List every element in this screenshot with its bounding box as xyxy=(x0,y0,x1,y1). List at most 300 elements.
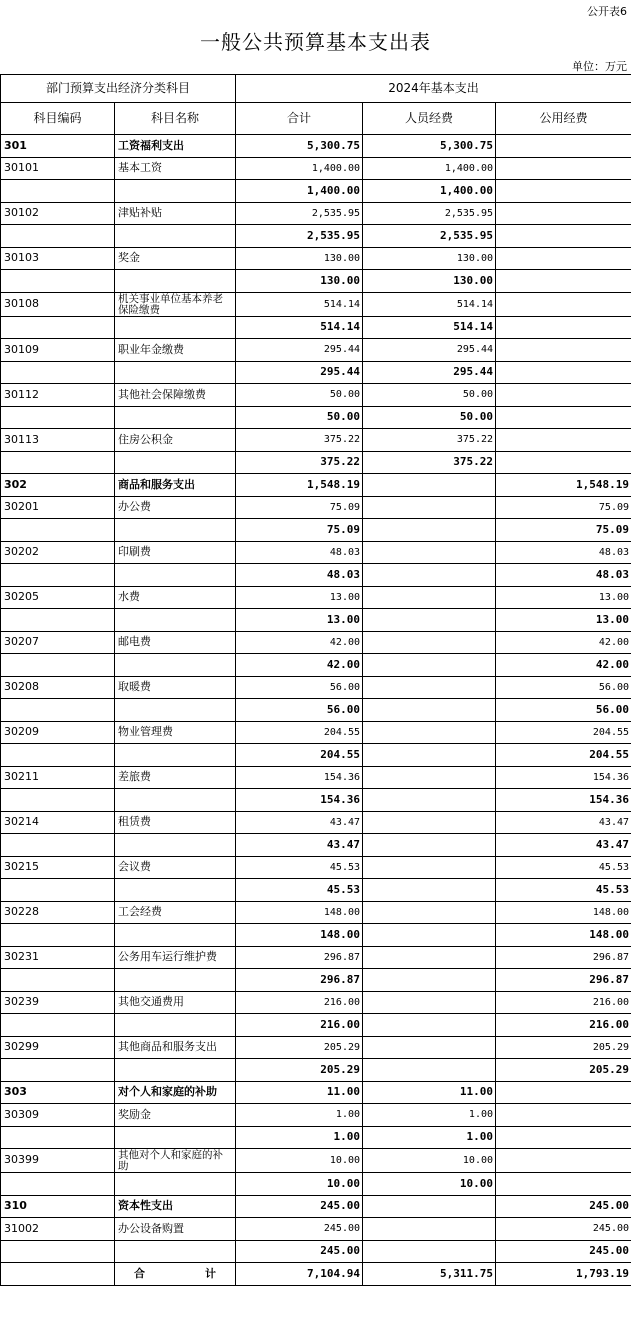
personnel-cell xyxy=(363,1240,496,1263)
total-cell: 514.14 xyxy=(236,292,363,316)
total-spacer xyxy=(1,1263,115,1286)
public-cell: 42.00 xyxy=(496,654,631,677)
total-cell: 296.87 xyxy=(236,946,363,969)
personnel-cell xyxy=(363,496,496,519)
code-cell: 30113 xyxy=(1,429,115,452)
table-row xyxy=(1,631,631,654)
public-cell: 296.87 xyxy=(496,946,631,969)
personnel-cell: 130.00 xyxy=(363,247,496,270)
total-cell: 514.14 xyxy=(236,316,363,339)
personnel-cell xyxy=(363,609,496,632)
name-cell: 物业管理费 xyxy=(115,721,236,744)
table-row xyxy=(1,834,631,857)
name-cell: 奖励金 xyxy=(115,1104,236,1127)
code-cell xyxy=(1,316,115,339)
public-cell: 45.53 xyxy=(496,856,631,879)
public-cell: 43.47 xyxy=(496,834,631,857)
table-row xyxy=(1,384,631,407)
total-cell: 216.00 xyxy=(236,1014,363,1037)
group-header-year: 2024年基本支出 xyxy=(236,75,631,103)
table-row xyxy=(1,1059,631,1082)
code-cell: 30109 xyxy=(1,339,115,362)
code-cell: 30202 xyxy=(1,541,115,564)
code-cell xyxy=(1,879,115,902)
table-row xyxy=(1,564,631,587)
name-cell: 差旅费 xyxy=(115,766,236,789)
public-cell xyxy=(496,157,631,180)
total-cell: 148.00 xyxy=(236,901,363,924)
name-cell: 办公设备购置 xyxy=(115,1218,236,1241)
personnel-cell xyxy=(363,586,496,609)
personnel-cell xyxy=(363,631,496,654)
column-header-name: 科目名称 xyxy=(115,103,236,135)
total-cell: 130.00 xyxy=(236,270,363,293)
total-row xyxy=(1,1263,631,1286)
public-cell xyxy=(496,1126,631,1149)
table-row xyxy=(1,361,631,384)
total-label xyxy=(115,1263,236,1286)
table-row xyxy=(1,316,631,339)
personnel-cell xyxy=(363,1059,496,1082)
public-cell: 245.00 xyxy=(496,1218,631,1241)
personnel-cell: 1.00 xyxy=(363,1126,496,1149)
code-cell xyxy=(1,969,115,992)
code-cell xyxy=(1,225,115,248)
code-cell xyxy=(1,654,115,677)
column-header-total: 合计 xyxy=(236,103,363,135)
personnel-cell xyxy=(363,474,496,497)
public-cell: 75.09 xyxy=(496,519,631,542)
name-cell xyxy=(115,1240,236,1263)
total-personnel: 5,311.75 xyxy=(363,1263,496,1286)
personnel-cell xyxy=(363,541,496,564)
code-cell xyxy=(1,1173,115,1196)
table-row xyxy=(1,292,631,316)
personnel-cell xyxy=(363,744,496,767)
name-cell: 基本工资 xyxy=(115,157,236,180)
name-cell: 邮电费 xyxy=(115,631,236,654)
total-cell: 45.53 xyxy=(236,879,363,902)
table-row xyxy=(1,247,631,270)
table-row xyxy=(1,270,631,293)
name-cell xyxy=(115,1126,236,1149)
total-cell: 1,400.00 xyxy=(236,180,363,203)
personnel-cell: 2,535.95 xyxy=(363,202,496,225)
unit-label: 单位：万元 xyxy=(572,60,627,73)
public-cell xyxy=(496,361,631,384)
table-row xyxy=(1,135,631,158)
public-cell: 204.55 xyxy=(496,721,631,744)
public-cell: 154.36 xyxy=(496,789,631,812)
code-cell xyxy=(1,1126,115,1149)
code-cell xyxy=(1,744,115,767)
name-cell: 其他商品和服务支出 xyxy=(115,1036,236,1059)
name-cell xyxy=(115,834,236,857)
name-cell xyxy=(115,654,236,677)
name-cell xyxy=(115,225,236,248)
table-row xyxy=(1,789,631,812)
table-row xyxy=(1,654,631,677)
total-cell: 245.00 xyxy=(236,1195,363,1218)
code-cell xyxy=(1,834,115,857)
total-cell: 1,548.19 xyxy=(236,474,363,497)
public-cell: 245.00 xyxy=(496,1240,631,1263)
code-cell: 30201 xyxy=(1,496,115,519)
total-cell: 154.36 xyxy=(236,766,363,789)
code-cell: 30215 xyxy=(1,856,115,879)
personnel-cell xyxy=(363,1195,496,1218)
personnel-cell: 2,535.95 xyxy=(363,225,496,248)
total-cell: 50.00 xyxy=(236,406,363,429)
name-cell xyxy=(115,879,236,902)
name-cell xyxy=(115,270,236,293)
name-cell xyxy=(115,1173,236,1196)
public-cell xyxy=(496,1173,631,1196)
personnel-cell: 1.00 xyxy=(363,1104,496,1127)
name-cell: 资本性支出 xyxy=(115,1195,236,1218)
personnel-cell: 130.00 xyxy=(363,270,496,293)
public-cell xyxy=(496,135,631,158)
code-cell: 30205 xyxy=(1,586,115,609)
name-cell xyxy=(115,969,236,992)
personnel-cell: 514.14 xyxy=(363,316,496,339)
code-cell xyxy=(1,924,115,947)
public-cell: 42.00 xyxy=(496,631,631,654)
table-row xyxy=(1,225,631,248)
table-row xyxy=(1,721,631,744)
public-cell: 56.00 xyxy=(496,676,631,699)
code-cell xyxy=(1,1014,115,1037)
name-cell: 奖金 xyxy=(115,247,236,270)
budget-table xyxy=(0,74,631,1286)
table-row xyxy=(1,1104,631,1127)
total-cell: 13.00 xyxy=(236,586,363,609)
code-cell: 30108 xyxy=(1,292,115,316)
total-cell: 130.00 xyxy=(236,247,363,270)
table-row xyxy=(1,1173,631,1196)
public-cell xyxy=(496,180,631,203)
public-cell xyxy=(496,316,631,339)
personnel-cell xyxy=(363,699,496,722)
public-cell xyxy=(496,1104,631,1127)
total-cell: 154.36 xyxy=(236,789,363,812)
code-cell: 30228 xyxy=(1,901,115,924)
code-cell xyxy=(1,361,115,384)
name-cell xyxy=(115,744,236,767)
total-cell: 295.44 xyxy=(236,361,363,384)
code-cell xyxy=(1,1059,115,1082)
table-row xyxy=(1,901,631,924)
public-cell xyxy=(496,225,631,248)
code-cell xyxy=(1,699,115,722)
total-cell: 2,535.95 xyxy=(236,225,363,248)
table-row xyxy=(1,1036,631,1059)
total-cell: 48.03 xyxy=(236,564,363,587)
column-header-code: 科目编码 xyxy=(1,103,115,135)
total-cell: 204.55 xyxy=(236,721,363,744)
name-cell: 其他对个人和家庭的补助 xyxy=(115,1149,236,1173)
table-row xyxy=(1,1126,631,1149)
code-cell xyxy=(1,270,115,293)
table-row xyxy=(1,451,631,474)
total-cell: 2,535.95 xyxy=(236,202,363,225)
personnel-cell: 50.00 xyxy=(363,384,496,407)
public-cell xyxy=(496,1081,631,1104)
code-cell: 30231 xyxy=(1,946,115,969)
table-row xyxy=(1,474,631,497)
personnel-cell xyxy=(363,1218,496,1241)
public-cell: 48.03 xyxy=(496,541,631,564)
public-cell: 154.36 xyxy=(496,766,631,789)
code-cell: 30207 xyxy=(1,631,115,654)
personnel-cell xyxy=(363,519,496,542)
personnel-cell: 10.00 xyxy=(363,1149,496,1173)
public-cell: 205.29 xyxy=(496,1059,631,1082)
name-cell: 对个人和家庭的补助 xyxy=(115,1081,236,1104)
column-header-row xyxy=(1,103,631,135)
name-cell xyxy=(115,316,236,339)
table-row xyxy=(1,519,631,542)
personnel-cell xyxy=(363,834,496,857)
table-body xyxy=(1,135,631,1263)
total-cell: 48.03 xyxy=(236,541,363,564)
total-cell: 13.00 xyxy=(236,609,363,632)
code-cell: 30209 xyxy=(1,721,115,744)
public-cell xyxy=(496,339,631,362)
table-row xyxy=(1,339,631,362)
personnel-cell xyxy=(363,1036,496,1059)
name-cell xyxy=(115,451,236,474)
personnel-cell xyxy=(363,969,496,992)
total-cell: 205.29 xyxy=(236,1036,363,1059)
code-cell: 30211 xyxy=(1,766,115,789)
public-cell: 13.00 xyxy=(496,586,631,609)
personnel-cell xyxy=(363,564,496,587)
total-cell: 45.53 xyxy=(236,856,363,879)
table-row xyxy=(1,1195,631,1218)
name-cell: 机关事业单位基本养老保险缴费 xyxy=(115,292,236,316)
total-label-right: 计 xyxy=(205,1266,217,1280)
table-row xyxy=(1,811,631,834)
personnel-cell: 10.00 xyxy=(363,1173,496,1196)
total-cell: 43.47 xyxy=(236,834,363,857)
total-cell: 216.00 xyxy=(236,991,363,1014)
total-cell: 205.29 xyxy=(236,1059,363,1082)
table-row xyxy=(1,856,631,879)
code-cell: 30102 xyxy=(1,202,115,225)
total-amount: 7,104.94 xyxy=(236,1263,363,1286)
total-cell: 375.22 xyxy=(236,451,363,474)
table-row xyxy=(1,157,631,180)
code-cell: 303 xyxy=(1,1081,115,1104)
personnel-cell xyxy=(363,789,496,812)
table-row xyxy=(1,744,631,767)
table-row xyxy=(1,429,631,452)
code-cell xyxy=(1,609,115,632)
public-cell: 204.55 xyxy=(496,744,631,767)
personnel-cell xyxy=(363,766,496,789)
table-row xyxy=(1,202,631,225)
total-cell: 10.00 xyxy=(236,1173,363,1196)
personnel-cell: 375.22 xyxy=(363,451,496,474)
name-cell xyxy=(115,789,236,812)
personnel-cell: 11.00 xyxy=(363,1081,496,1104)
personnel-cell xyxy=(363,901,496,924)
form-number-label: 公开表6 xyxy=(587,5,627,18)
personnel-cell xyxy=(363,879,496,902)
public-cell: 13.00 xyxy=(496,609,631,632)
name-cell xyxy=(115,519,236,542)
table-row xyxy=(1,991,631,1014)
public-cell: 45.53 xyxy=(496,879,631,902)
public-cell xyxy=(496,1149,631,1173)
code-cell xyxy=(1,789,115,812)
total-cell: 56.00 xyxy=(236,676,363,699)
table-row xyxy=(1,1149,631,1173)
public-cell: 43.47 xyxy=(496,811,631,834)
name-cell: 印刷费 xyxy=(115,541,236,564)
code-cell xyxy=(1,180,115,203)
personnel-cell: 295.44 xyxy=(363,339,496,362)
total-cell: 375.22 xyxy=(236,429,363,452)
table-row xyxy=(1,879,631,902)
public-cell: 75.09 xyxy=(496,496,631,519)
public-cell: 216.00 xyxy=(496,1014,631,1037)
code-cell: 30239 xyxy=(1,991,115,1014)
total-cell: 42.00 xyxy=(236,654,363,677)
name-cell: 水费 xyxy=(115,586,236,609)
personnel-cell: 5,300.75 xyxy=(363,135,496,158)
table-row xyxy=(1,1081,631,1104)
group-header-row xyxy=(1,75,631,103)
total-cell: 295.44 xyxy=(236,339,363,362)
total-cell: 245.00 xyxy=(236,1218,363,1241)
public-cell xyxy=(496,247,631,270)
code-cell: 301 xyxy=(1,135,115,158)
personnel-cell xyxy=(363,676,496,699)
code-cell: 31002 xyxy=(1,1218,115,1241)
name-cell: 住房公积金 xyxy=(115,429,236,452)
public-cell: 148.00 xyxy=(496,924,631,947)
public-cell xyxy=(496,270,631,293)
name-cell xyxy=(115,1014,236,1037)
total-cell: 245.00 xyxy=(236,1240,363,1263)
table-row xyxy=(1,676,631,699)
name-cell xyxy=(115,180,236,203)
total-cell: 204.55 xyxy=(236,744,363,767)
personnel-cell xyxy=(363,856,496,879)
personnel-cell xyxy=(363,654,496,677)
table-row xyxy=(1,541,631,564)
total-cell: 1.00 xyxy=(236,1104,363,1127)
name-cell xyxy=(115,1059,236,1082)
name-cell xyxy=(115,406,236,429)
name-cell xyxy=(115,361,236,384)
public-cell: 245.00 xyxy=(496,1195,631,1218)
total-cell: 75.09 xyxy=(236,519,363,542)
column-header-personnel: 人员经费 xyxy=(363,103,496,135)
personnel-cell xyxy=(363,721,496,744)
name-cell xyxy=(115,564,236,587)
code-cell xyxy=(1,519,115,542)
code-cell: 30112 xyxy=(1,384,115,407)
total-public: 1,793.19 xyxy=(496,1263,631,1286)
total-cell: 5,300.75 xyxy=(236,135,363,158)
total-cell: 296.87 xyxy=(236,969,363,992)
table-row xyxy=(1,924,631,947)
personnel-cell xyxy=(363,811,496,834)
code-cell: 30101 xyxy=(1,157,115,180)
total-cell: 1,400.00 xyxy=(236,157,363,180)
public-cell: 56.00 xyxy=(496,699,631,722)
personnel-cell: 375.22 xyxy=(363,429,496,452)
public-cell xyxy=(496,451,631,474)
table-row xyxy=(1,946,631,969)
code-cell: 30103 xyxy=(1,247,115,270)
code-cell xyxy=(1,564,115,587)
code-cell: 30214 xyxy=(1,811,115,834)
personnel-cell xyxy=(363,924,496,947)
total-cell: 43.47 xyxy=(236,811,363,834)
code-cell: 30208 xyxy=(1,676,115,699)
name-cell: 租赁费 xyxy=(115,811,236,834)
table-row xyxy=(1,496,631,519)
group-header-classification: 部门预算支出经济分类科目 xyxy=(1,75,236,103)
table-row xyxy=(1,180,631,203)
name-cell: 公务用车运行维护费 xyxy=(115,946,236,969)
personnel-cell: 50.00 xyxy=(363,406,496,429)
table-row xyxy=(1,699,631,722)
table-row xyxy=(1,969,631,992)
total-cell: 11.00 xyxy=(236,1081,363,1104)
personnel-cell xyxy=(363,1014,496,1037)
code-cell: 30399 xyxy=(1,1149,115,1173)
personnel-cell: 514.14 xyxy=(363,292,496,316)
name-cell xyxy=(115,699,236,722)
name-cell: 其他社会保障缴费 xyxy=(115,384,236,407)
name-cell: 办公费 xyxy=(115,496,236,519)
table-row xyxy=(1,1218,631,1241)
public-cell xyxy=(496,406,631,429)
total-cell: 50.00 xyxy=(236,384,363,407)
code-cell xyxy=(1,406,115,429)
public-cell xyxy=(496,292,631,316)
public-cell: 148.00 xyxy=(496,901,631,924)
table-row xyxy=(1,766,631,789)
table-row xyxy=(1,1240,631,1263)
name-cell: 其他交通费用 xyxy=(115,991,236,1014)
public-cell: 1,548.19 xyxy=(496,474,631,497)
public-cell: 48.03 xyxy=(496,564,631,587)
code-cell: 30299 xyxy=(1,1036,115,1059)
code-cell: 310 xyxy=(1,1195,115,1218)
name-cell: 工会经费 xyxy=(115,901,236,924)
personnel-cell: 1,400.00 xyxy=(363,157,496,180)
code-cell: 302 xyxy=(1,474,115,497)
code-cell xyxy=(1,451,115,474)
total-cell: 75.09 xyxy=(236,496,363,519)
name-cell: 会议费 xyxy=(115,856,236,879)
total-cell: 1.00 xyxy=(236,1126,363,1149)
total-cell: 10.00 xyxy=(236,1149,363,1173)
table-row xyxy=(1,1014,631,1037)
public-cell: 205.29 xyxy=(496,1036,631,1059)
name-cell: 商品和服务支出 xyxy=(115,474,236,497)
total-cell: 42.00 xyxy=(236,631,363,654)
name-cell xyxy=(115,924,236,947)
column-header-public: 公用经费 xyxy=(496,103,631,135)
public-cell xyxy=(496,384,631,407)
